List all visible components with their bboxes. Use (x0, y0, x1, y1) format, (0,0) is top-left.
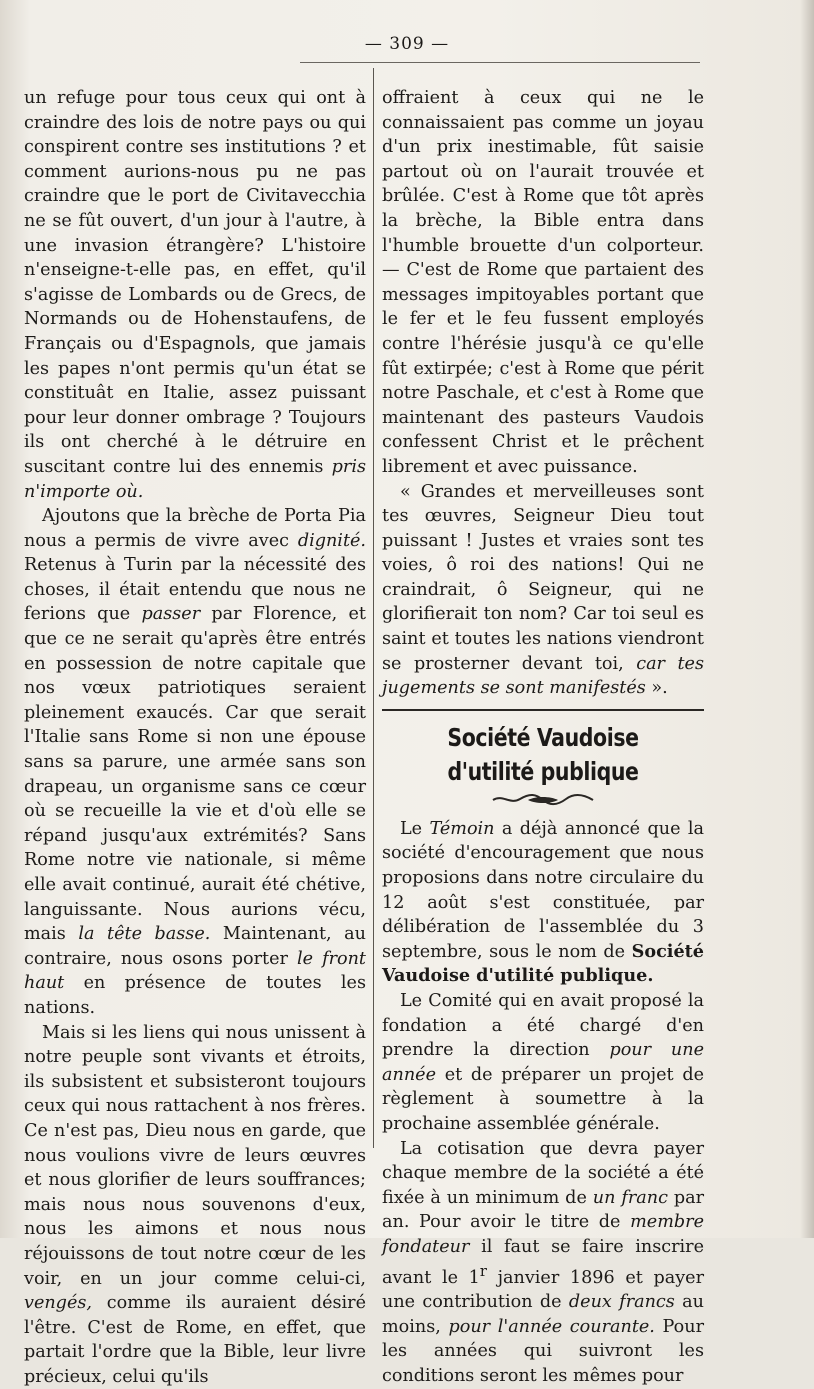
s3-a: La cotisation que devra payer chaque membre de la société a été fixée à un minimum de (382, 1138, 704, 1208)
s3-em3: deux francs (568, 1291, 675, 1312)
right-p2-em: car tes jugements se sont manifestés (382, 653, 704, 699)
left-p3-end: comme ils auraient désiré l'être. C'est de Rome, en effet, que partait l'ordre que la Bible, leur livre précieux, celui qu'ils (24, 1293, 366, 1387)
section-title: Société Vaudoise d'utilité publique (447, 722, 639, 786)
left-p2-em3: la tête basse. (78, 924, 211, 945)
s3-b: par an. Pour avoir le titre de (382, 1187, 704, 1233)
s1-bold: Société Vaudoise d'utilité publique. (382, 940, 704, 987)
page-number: — 309 — (364, 34, 450, 54)
header-rule (300, 62, 700, 63)
left-p1-text: un refuge pour tous ceux qui ont à craindre des lois de notre pays ou qui conspirent contre ses institutions ? et comment aurions-nous pu ne pas craindre que le port de Civitavecchia ne se fût ouvert, d'un jour à l'autre, à une invasion étrangère? L'histoire n'enseigne-t-elle pas, en effet, qu'il s'agisse de Lombards ou de Grecs, de Normands ou de Hohenstaufens, de Français ou d'Espagnols, que jamais les papes n'ont permis qu'un état se constituât en Italie, assez puissant pour leur donner ombrage ? Toujours ils ont cherché à le détruire en suscitant contre lui des ennemis (24, 88, 366, 477)
s3-c: il faut se faire inscrire avant le 1 (382, 1236, 704, 1288)
right-paragraph-1: offraient à ceux qui ne le connaissaient pas comme un joyau d'un prix inestimable, fût saisie partout où on l'aurait trouvée et brûlée. C'est à Rome que tôt après la brèche, la Bible entra dans l'humble brouette d'un colporteur. — C'est de Rome que partaient des messages impitoyables portant que le fer et le feu fussent employés contre l'hérésie jusqu'à ce qu'elle fût extirpée; c'est à Rome que périt notre Paschale, et c'est à Rome que maintenant des pasteurs Vaudois confessent Christ et le prêchent librement et avec puissance. (382, 88, 704, 477)
s2-a: Le Comité qui en avait proposé la fondation a été chargé d'en prendre la direction (382, 991, 704, 1061)
right-p2-end: ». (645, 678, 668, 699)
s2-em: pour une année (382, 1040, 704, 1085)
left-p2-em2: passer (141, 604, 201, 625)
left-column (24, 86, 366, 1389)
s3-f: Pour les années qui suivront les conditions seront les mêmes pour (382, 1316, 704, 1386)
left-p2-em4: le front haut (24, 948, 366, 994)
s1-em: Témoin (429, 818, 495, 839)
left-paragraph-1 (24, 86, 366, 504)
s3-em2: membre fondateur (382, 1212, 704, 1257)
left-p2-mid1: Retenus à Turin par la nécessité des choses, il était entendu que nous ne ferions que (24, 555, 366, 625)
section-paragraph-3 (382, 1137, 704, 1389)
left-p2-mid2: par Florence, et que ce ne serait qu'après être entrés en possession de notre capitale que nos vœux patriotiques seraient pleinement exaucés. Car que serait l'Italie sans Rome si non une épouse sans sa parure, une armée sans son drapeau, un organisme sans ce cœur où se recueille la vie et d'où elle se répand jusqu'aux extrémités? Sans Rome notre vie nationale, si même elle avait continué, aurait été chétive, languissante. Nous aurions vécu, mais (24, 604, 366, 945)
section-rule (382, 709, 704, 711)
column-divider (373, 68, 374, 1148)
right-paragraph-2 (382, 480, 704, 701)
s3-em1: un franc (592, 1187, 668, 1208)
s3-d: janvier 1896 et payer une contribution de (382, 1267, 704, 1312)
left-p3-text: Mais si les liens qui nous unissent à notre peuple sont vivants et étroits, ils subsistent et subsisteront toujours ceux qui nous rattachent à nos frères. Ce n'est pas, Dieu nous en garde, que nous voulions vivre de leurs œuvres et nous glorifier de leurs souffrances; mais nous nous souvenons d'eux, nous les aimons et nous nous réjouissons de tout notre cœur de les voir, en un jour comme celui-ci, (24, 1022, 366, 1289)
left-p1-em: pris n'importe où. (24, 456, 367, 502)
left-paragraph-3 (24, 1021, 366, 1389)
left-p3-em: vengés, (24, 1293, 92, 1314)
right-column (382, 86, 704, 1388)
s3-em4: pour l'année courante. (448, 1316, 655, 1337)
s3-sup: r (479, 1262, 487, 1280)
left-p2-text: Ajoutons que la brèche de Porta Pia nous a permis de vivre avec (24, 506, 366, 551)
section-paragraph-2 (382, 989, 704, 1137)
left-p2-end: en présence de toutes les nations. (24, 973, 366, 1018)
section-paragraph-1 (382, 817, 704, 989)
s3-e: au moins, (382, 1291, 704, 1337)
s2-b: et de préparer un projet de règlement à soumettre à la prochaine assemblée générale. (382, 1064, 704, 1134)
ornament-flourish (488, 791, 598, 807)
page-edge-shadow (800, 0, 814, 1238)
s1-b: a déjà annoncé que la société d'encouragement que nous proposions dans notre circulaire du 12 août s'est constituée, par délibération de l'assemblée du 3 septembre, sous le nom de (382, 818, 704, 962)
left-p2-em1: dignité. (297, 530, 367, 551)
left-paragraph-2 (24, 504, 366, 1020)
right-p2-text: « Grandes et merveilleuses sont tes œuvres, Seigneur Dieu tout puissant ! Justes et vraies sont tes voies, ô roi des nations! Qui ne craindrait, ô Seigneur, qui ne glorifierait ton nom? Car toi seul es saint et toutes les nations viendront se prosterner devant toi, (382, 481, 704, 674)
s1-a: Le (400, 818, 430, 839)
left-p2-mid3: Maintenant, au contraire, nous osons porter (24, 924, 366, 969)
